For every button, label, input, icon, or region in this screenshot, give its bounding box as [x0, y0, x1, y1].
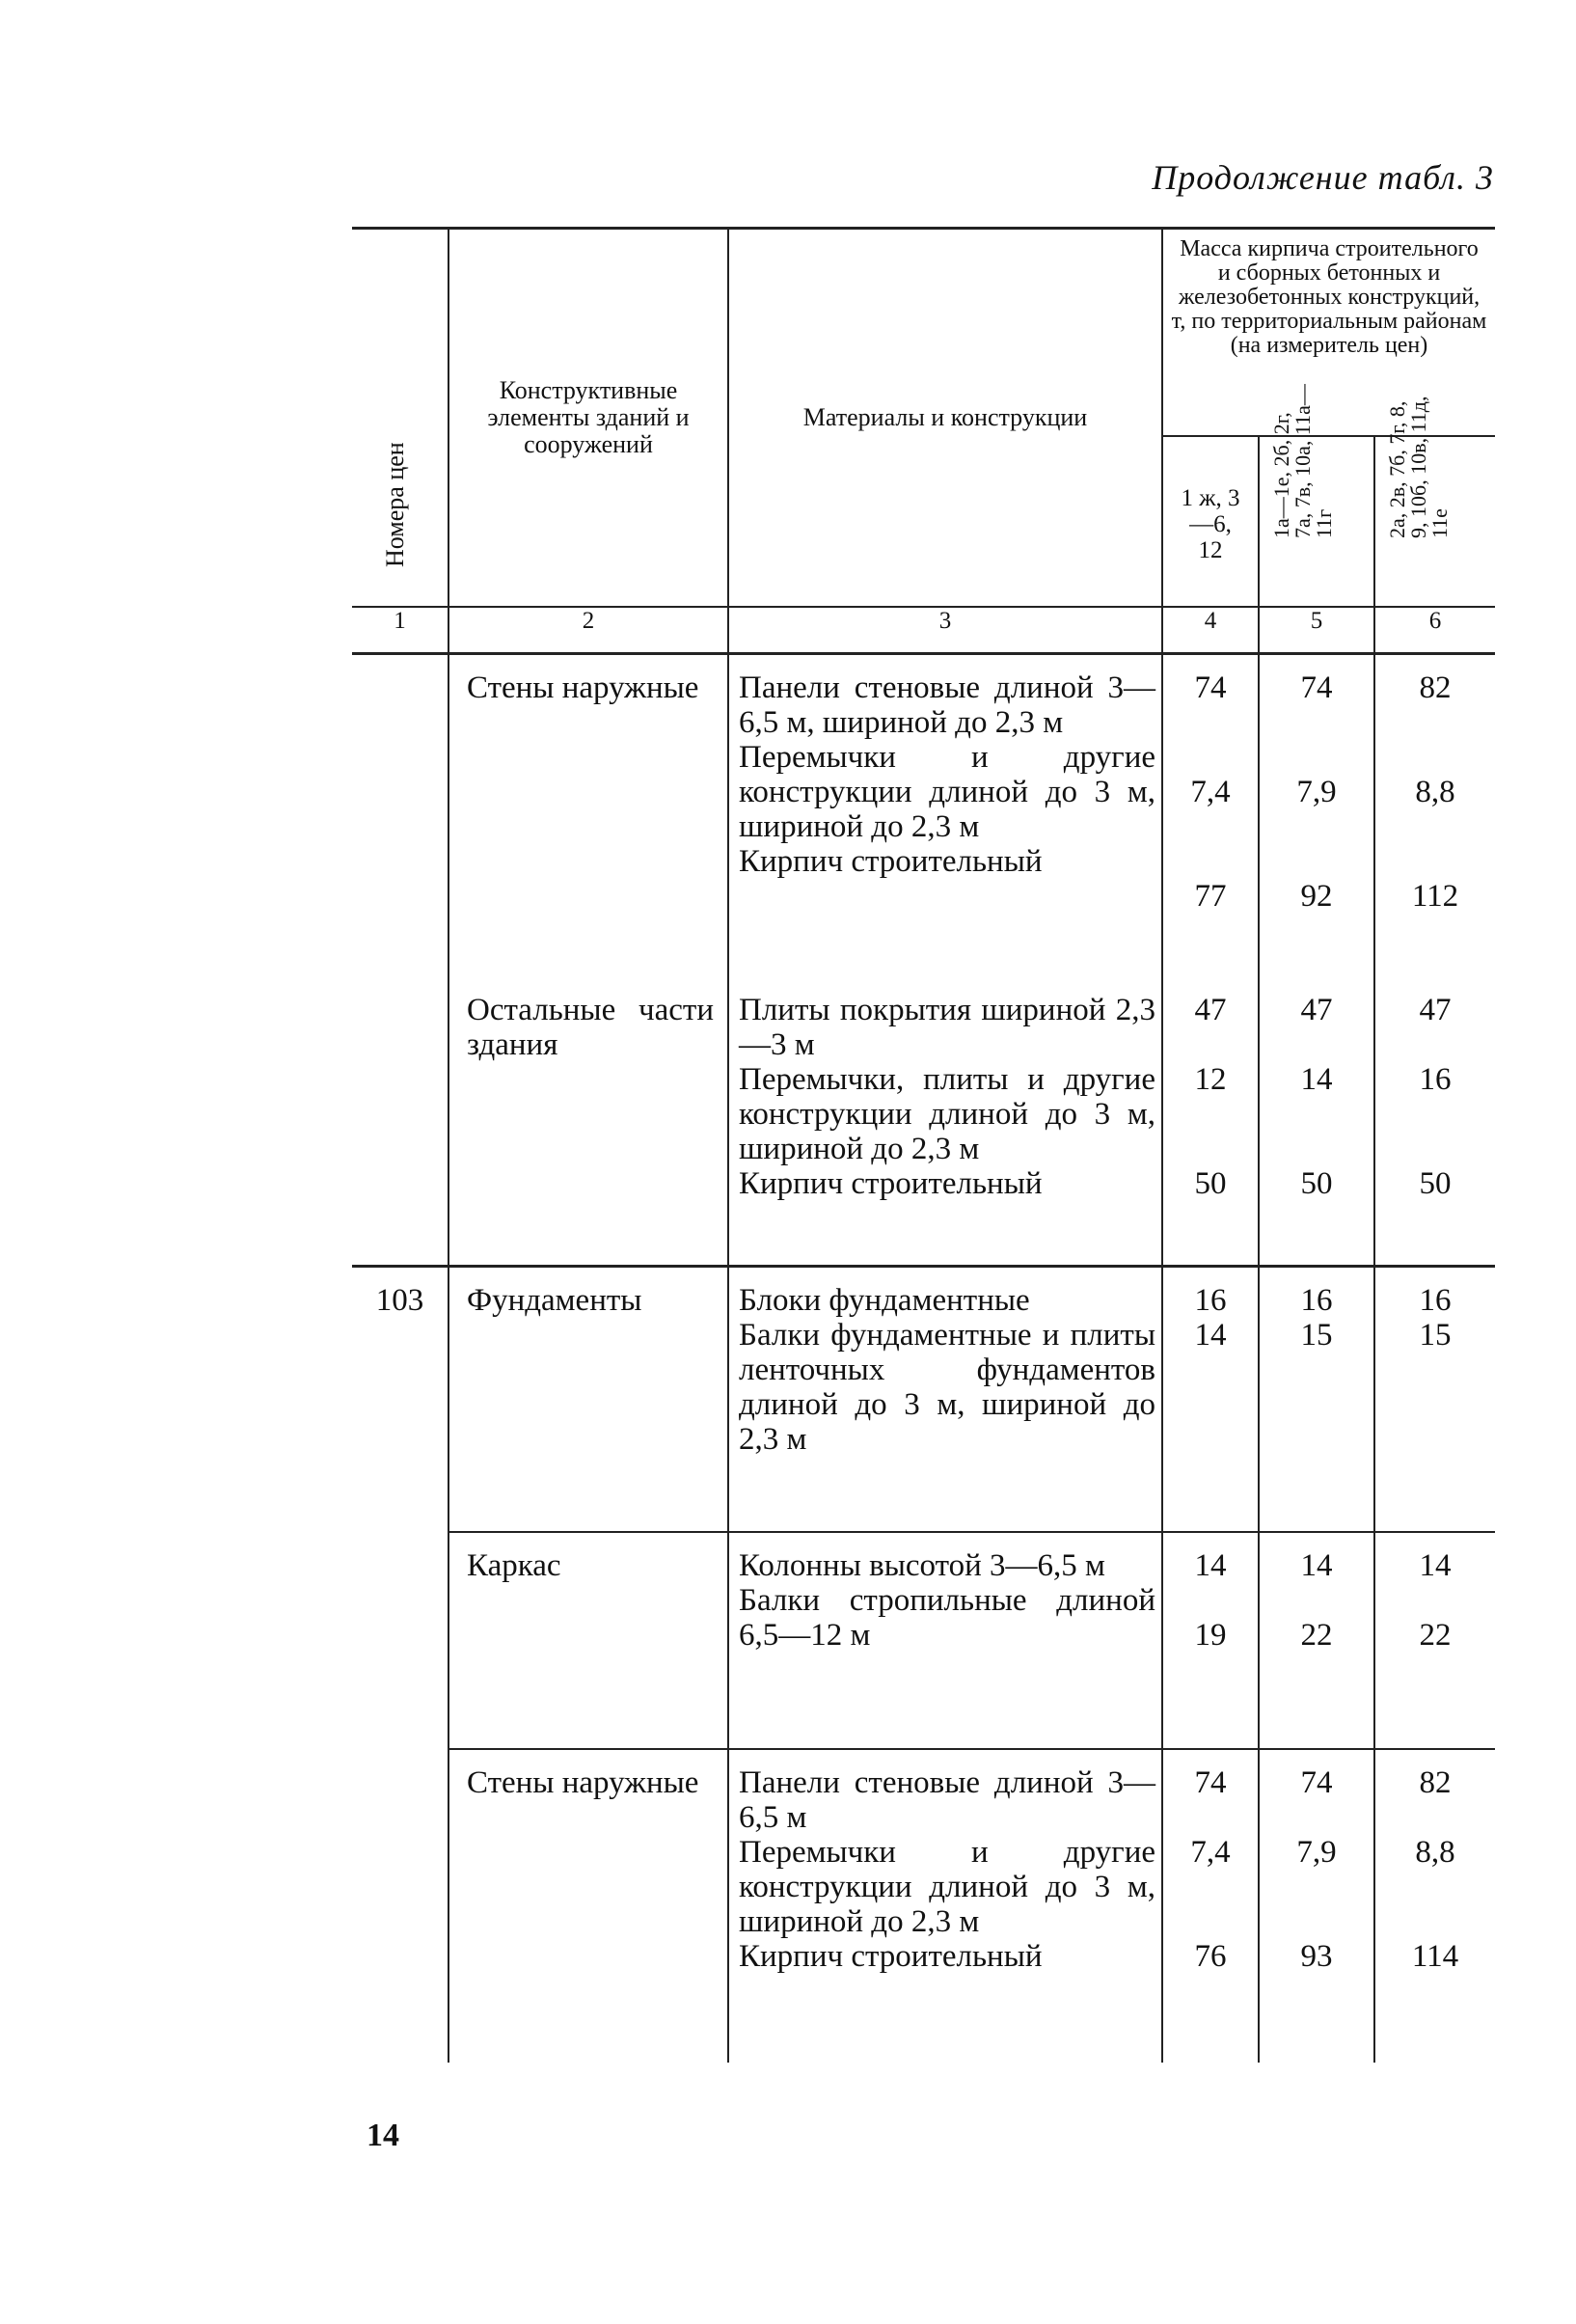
value-cell-col6: [1374, 977, 1495, 1267]
value-cell-col6: [1374, 1267, 1495, 1532]
value: 112: [1411, 879, 1459, 914]
material-item: Балки фундаментные и плиты ленточных фундаментов длиной до 3 м, шириной до 2,3 м: [739, 1318, 1155, 1457]
header-col4-label: 1 ж, 3—6, 12: [1181, 484, 1240, 563]
header-price-number: [352, 229, 448, 608]
column-number-row: [352, 607, 1495, 654]
value: 22: [1300, 1617, 1333, 1653]
value: 7,9: [1296, 1834, 1337, 1870]
column-number: 4: [1162, 607, 1259, 654]
price-number: [352, 1532, 448, 1749]
material-item: Перемычки, плиты и другие конструкции длиной до 3 м, шириной до 2,3 м: [739, 1061, 1155, 1166]
price-number: [352, 1749, 448, 2063]
value: 74: [1300, 670, 1333, 705]
column-number: 5: [1259, 607, 1374, 654]
value: 16: [1419, 1283, 1452, 1318]
value-cell-col6: [1374, 654, 1495, 977]
value: 7,4: [1190, 775, 1231, 809]
price-number: 103: [352, 1267, 448, 1532]
value: 7,4: [1190, 1834, 1231, 1870]
table-caption: Продолжение табл. 3: [1152, 158, 1494, 197]
column-number: 2: [448, 607, 728, 654]
value: 47: [1300, 992, 1333, 1027]
value-cell-col4: [1162, 977, 1259, 1267]
material-item: Перемычки и другие конструкции длиной до 3 м, шириной до 2,3 м: [739, 740, 1155, 844]
header-col2-label: Конструктивные элементы зданий и сооружений: [487, 376, 690, 458]
value-cell-col5: [1259, 1532, 1374, 1749]
header-materials: [728, 229, 1162, 608]
value: 92: [1300, 879, 1333, 914]
header-col1-label: Номера цен: [381, 442, 409, 567]
element-cell: Каркас: [448, 1532, 728, 1749]
value: 8,8: [1415, 1834, 1455, 1870]
value: 16: [1419, 1061, 1452, 1097]
value: 47: [1419, 992, 1452, 1027]
value-cell-col4: [1162, 1749, 1259, 2063]
value: 14: [1194, 1547, 1227, 1583]
value: 16: [1300, 1283, 1333, 1318]
value: 7,9: [1296, 775, 1337, 809]
element-cell: Стены наружные: [448, 1749, 728, 2063]
value-cell-col5: [1259, 977, 1374, 1267]
materials-cell: [728, 1267, 1162, 1532]
table-row: [352, 1749, 1495, 2063]
material-item: Панели стеновые длиной 3—6,5 м, шириной до 2,3 м: [739, 670, 1155, 740]
value: 14: [1194, 1318, 1227, 1353]
column-number: 3: [728, 607, 1162, 654]
value: 12: [1194, 1061, 1227, 1097]
value: 50: [1194, 1165, 1227, 1201]
value: 93: [1300, 1938, 1333, 1974]
header-col3-label: Материалы и конструкции: [802, 403, 1088, 431]
value: 8,8: [1415, 775, 1455, 809]
price-table: [352, 227, 1495, 2063]
value-cell-col4: [1162, 1532, 1259, 1749]
header-region-1: [1162, 436, 1259, 607]
material-item: Плиты покрытия шириной 2,3—3 м: [739, 992, 1155, 1062]
value: 14: [1300, 1547, 1333, 1583]
element-cell: Фундаменты: [448, 1267, 728, 1532]
element-cell: Остальные части здания: [448, 977, 728, 1267]
price-number: [352, 654, 448, 977]
value-cell-col5: [1259, 654, 1374, 977]
value: 47: [1194, 992, 1227, 1027]
table-row: [352, 977, 1495, 1267]
page-number: 14: [367, 2118, 399, 2153]
value: 50: [1300, 1165, 1333, 1201]
value: 77: [1194, 879, 1227, 914]
table-row: [352, 1532, 1495, 1749]
value: 15: [1300, 1318, 1333, 1353]
value-cell-col4: [1162, 1267, 1259, 1532]
value: 14: [1419, 1547, 1452, 1583]
table-row: [352, 1267, 1495, 1532]
value-cell-col6: [1374, 1532, 1495, 1749]
column-number: 6: [1374, 607, 1495, 654]
header-mass-label: Масса кирпича строительного и сборных бетонных и железобетонных конструкций, т, по территориальным районам (на измеритель цен): [1171, 236, 1487, 358]
price-number: [352, 977, 448, 1267]
value: 74: [1300, 1764, 1333, 1800]
value: 22: [1419, 1617, 1452, 1653]
value-cell-col5: [1259, 1749, 1374, 2063]
value: 74: [1194, 1764, 1227, 1800]
material-item: Кирпич строительный: [739, 1938, 1043, 1974]
material-item: Перемычки и другие конструкции длиной до 3 м, шириной до 2,3 м: [739, 1834, 1155, 1939]
material-item: Балки стропильные длиной 6,5—12 м: [739, 1582, 1155, 1653]
materials-cell: [728, 654, 1162, 977]
value: 114: [1411, 1938, 1459, 1974]
materials-cell: [728, 1532, 1162, 1749]
value: 76: [1194, 1938, 1227, 1974]
value: 50: [1419, 1165, 1452, 1201]
table-row: [352, 654, 1495, 977]
column-number: 1: [352, 607, 448, 654]
header-region-3: [1374, 396, 1495, 607]
header-region-2: [1259, 383, 1374, 607]
value-cell-col5: [1259, 1267, 1374, 1532]
value-cell-col4: [1162, 654, 1259, 977]
value: 14: [1300, 1061, 1333, 1097]
value: 82: [1419, 1764, 1452, 1800]
header-elements: [448, 229, 728, 608]
header-col5-label: 1а—1е, 2б, 2г, 7а, 7в, 10а, 11а—11г: [1269, 383, 1336, 538]
header-col6-label: 2а, 2в, 7б, 7г, 8, 9, 10б, 10в, 11д, 11е: [1385, 396, 1452, 538]
materials-cell: [728, 1749, 1162, 2063]
value: 74: [1194, 670, 1227, 705]
material-item: Колонны высотой 3—6,5 м: [739, 1547, 1105, 1583]
element-cell: Стены наружные: [448, 654, 728, 977]
material-item: Кирпич строительный: [739, 1165, 1043, 1201]
value: 15: [1419, 1318, 1452, 1353]
materials-cell: [728, 977, 1162, 1267]
value: 82: [1419, 670, 1452, 705]
material-item: Панели стеновые длиной 3—6,5 м: [739, 1764, 1155, 1835]
material-item: Кирпич строительный: [739, 844, 1043, 879]
material-item: Блоки фундаментные: [739, 1283, 1030, 1318]
value: 19: [1194, 1617, 1227, 1653]
value: 16: [1194, 1283, 1227, 1318]
value-cell-col6: [1374, 1749, 1495, 2063]
